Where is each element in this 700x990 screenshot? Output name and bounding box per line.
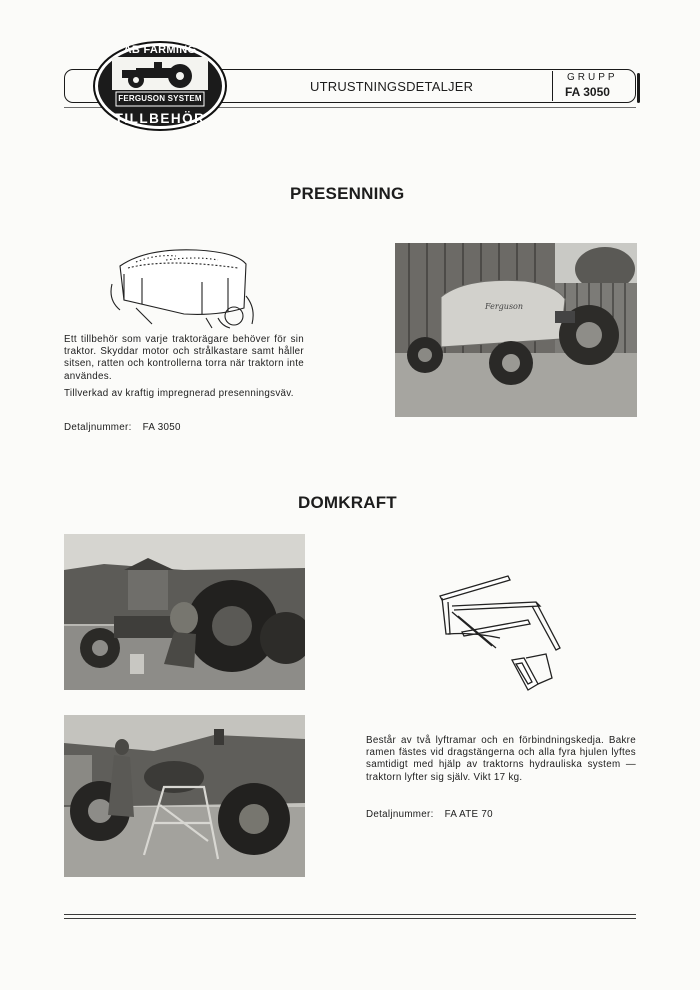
jack-in-use-photo-1 [64,534,305,690]
logo-bottom-text: TILLBEHÖR [114,111,206,126]
presenning-paragraph-2: Tillverkad av kraftig impregnerad presenningsväv. [64,387,294,399]
footer-rule-bottom [64,918,636,919]
cover-drawing [106,238,266,330]
presenning-paragraph-1: Ett tillbehör som varje traktorägare behöver för sin traktor. Skyddar motor och strålkastare samt håller sitsen, ratten och kontrollerna torra när traktorn inte användes. [64,334,304,382]
domkraft-detail [366,809,493,820]
presenning-detail-number: FA 3050 [142,422,181,433]
jack-drawing [432,568,568,698]
jack-in-use-photo-2 [64,715,305,877]
group-box [552,71,626,101]
logo-band-text: FERGUSON SYSTEM [118,94,202,103]
presenning-detail-label: Detaljnummer: [64,422,132,433]
header-title: UTRUSTNINGSDETALJER [310,79,474,94]
logo-top-text: AB FARMING [123,44,197,56]
footer-rule-top [64,914,636,915]
group-label: GRUPP [567,72,618,83]
section-title-domkraft: DOMKRAFT [298,493,397,512]
domkraft-text [366,735,636,789]
group-code: FA 3050 [565,85,610,99]
presenning-text [64,334,304,405]
domkraft-detail-label: Detaljnummer: [366,809,434,820]
section-title-presenning: PRESENNING [290,184,405,203]
domkraft-paragraph-1: Består av två lyftramar och en förbindningskedja. Bakre ramen fästes vid dragstängerna och alla fyra hjulen lyftes samtidigt med hjälp av traktorns hydrauliska system — traktorn lyfter sig själv. Vikt 17 kg. [366,735,636,783]
ferguson-logo [92,36,228,134]
covered-tractor-photo [395,243,637,417]
domkraft-detail-number: FA ATE 70 [444,809,493,820]
presenning-detail [64,422,181,433]
cover-brand-text: Ferguson [485,302,524,311]
